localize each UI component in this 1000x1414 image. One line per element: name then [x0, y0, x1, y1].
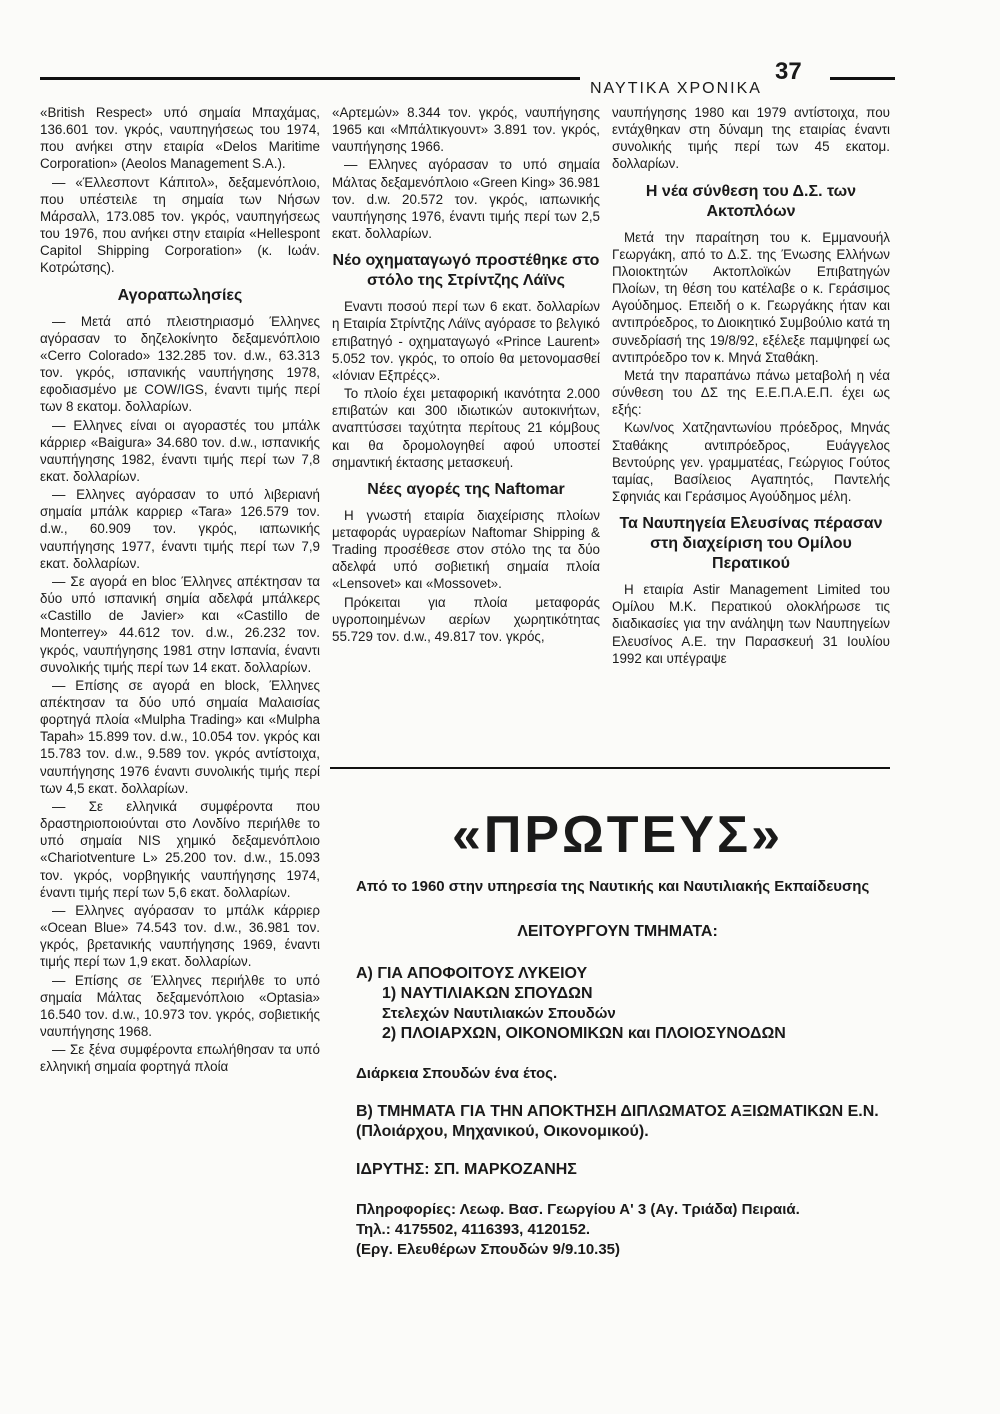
- advert-intro: Από το 1960 στην υπηρεσία της Ναυτικής και Ναυτιλιακής Εκπαίδευσης: [356, 878, 870, 895]
- paragraph: — Ελληνες είναι οι αγοραστές του μπάλκ κάρριερ «Baigura» 34.680 τον. d.w., ισπανικής ναυπήγησης 1982, έναντι τιμής περί των 7,8 εκατ. δολλαρίων.: [40, 417, 320, 484]
- page-number: 37: [775, 58, 802, 85]
- paragraph: Εναντι ποσού περί των 6 εκατ. δολλαρίων η Εταιρία Στρίντζης Λάϊνς αγόρασε το βελγικό επιβατηγό - οχηματαγωγό «Prince Laurent» 5.052 τον. γκρός, το οποίο θα μετονομασθεί «Ιόνιαν Εξπρέςς».: [332, 299, 600, 383]
- section-heading-sales: Αγοραπωλησίες: [117, 286, 243, 304]
- advert-license: (Εργ. Ελευθέρων Σπουδών 9/9.10.35): [356, 1241, 621, 1258]
- section-heading-naftomar: Νέες αγορές της Naftomar: [367, 480, 565, 498]
- column-2: [332, 104, 600, 646]
- section-heading-shipyards: Τα Ναυπηγεία Ελευσίνας πέρασαν στη διαχείριση του Ομίλου Περατικού: [619, 515, 883, 573]
- paragraph: — Ελληνες αγόρασαν το μπάλκ κάρριερ «Ocean Blue» 74.543 τον. d.w., 36.981 τον. γκρός, βρετανικής ναυπήγησης 1969, έναντι τιμής περί των 1,9 εκατ. δολλαρίων.: [40, 902, 320, 970]
- advert-departments-heading: ΛΕΙΤΟΥΡΓΟΥΝ ΤΜΗΜΑΤΑ:: [517, 923, 718, 940]
- header-rule-right: [830, 77, 895, 80]
- paragraph: — Ελληνες αγόρασαν το υπό λιβεριανή σημαία μπάλκ καρριερ «Tara» 126.579 τον. d.w., 60.909 τον. γκρός, ιαπωνικής ναυπήγησης 1977, έναντι τιμής περί των 7,9 εκατ. δολλαρίων.: [40, 487, 320, 571]
- paragraph: Η εταιρία Astir Management Limited του Ομίλου Μ.Κ. Περατικού ολοκλήρωσε τις διαδικασίες για την ανάληψη των Ναυπηγείων Ελευσίνος Α.Ε. την Παρασκευή 31 Ιουλίου 1992 και υπέγραψε: [612, 582, 890, 666]
- header-rule-left: [40, 77, 580, 80]
- advert-sub-1: 1) ΝΑΥΤΙΛΙΑΚΩΝ ΣΠΟΥΔΩΝ: [382, 985, 593, 1002]
- advert-section-a: Α) ΓΙΑ ΑΠΟΦΟΙΤΟΥΣ ΛΥΚΕΙΟΥ: [356, 965, 588, 982]
- paragraph: — Σε ελληνικά συμφέροντα που δραστηριοποιούνται στο Λονδίνο περιήλθε το υπό σημαία NIS χημικό δεξαμενόπλοιο «Chariotventure L» 25.200 τον. d.w., 15.093 τον. γκρός, νορβηγικής ναυπήγησης 1974, έναντι τιμής περί των 5,6 εκατ. δολλαρίων.: [40, 798, 320, 900]
- paragraph: — Επίσης σε αγορά en block, Έλληνες απέκτησαν τα δύο υπό σημαία Μαλαισίας φορτηγά πλοία «Mulpha Trading» και «Mulpha Tapah» 15.899 τον. d.w., 10.054 τον. γκρός και 15.783 τον. d.w., 9.589 τον. γκρός αντίστοιχα, ναυπήγησης 1976 έναντι συνολικής τιμής περί των 4,5 εκατ. δολλαρίων.: [40, 677, 320, 796]
- section-heading-strintzis: Νέο οχηματαγωγό προστέθηκε στο στόλο της Στρίντζης Λάϊνς: [332, 252, 600, 290]
- paragraph: — «Έλλεσποντ Κάπιτολ», δεξαμενόπλοιο, που υπέστειλε τη σημαία των Νήσων Μάρσαλλ, 173.085 τον. γκρός, ναυπηγήσεως του 1976, που ανήκει στην εταιρία «Hellespont Capitol Shipping Corporation» (κ. Ιωάν. Κοτρώτσης).: [40, 174, 320, 276]
- paragraph: «Αρτεμών» 8.344 τον. γκρός, ναυπήγησης 1965 και «Μπάλτικγουντ» 3.891 τον. γκρός, ναυπήγησης 1966.: [332, 105, 600, 155]
- paragraph: — Επίσης σε Έλληνες περιήλθε το υπό σημαία Μάλτας δεξαμενόπλοιο «Optasia» 16.540 τον. d.w., 10.973 τον. γκρός, σοβιετικής ναυπήγησης 1968.: [40, 972, 320, 1039]
- paragraph: — Μετά από πλειστηριασμό Έλληνες αγόρασαν το δηζελοκίνητο δεξαμενόπλοιο «Cerro Colorado» 132.285 τον. d.w., 63.313 τον. γκρός, ισπανικής ναυπήγησης 1978, εφοδιασμένο με COW/IGS, έναντι τιμής περί των 8 εκατομ. δολλαρίων.: [40, 313, 320, 415]
- advert-title: «ΠΡΩΤΕΥΣ»: [451, 806, 784, 864]
- paragraph: — Σε αγορά en bloc Έλληνες απέκτησαν τα δύο υπό ισπανική σημία αδελφά μπάλκερς «Castillo de Javier» και «Castillo de Monterrey» 44.612 τον. d.w., 26.232 τον. γκρός, ναυπήγησης 1981 στην Ισπανία, έναντι συνολικής τιμής περί των 14 εκατ. δολλαρίων.: [40, 573, 320, 675]
- section-heading-board: Η νέα σύνθεση του Δ.Σ. των Ακτοπλόων: [645, 182, 857, 220]
- paragraph: Η γνωστή εταιρία διαχείρισης πλοίων μεταφοράς υγραερίων Naftomar Shipping & Trading προσέθεσε στον στόλο της τα δύο αδελφά υπό σοβιετική σημαία πλοία «Lensovet» και «Mossovet».: [332, 507, 600, 592]
- paragraph: Πρόκειται για πλοία μεταφοράς υγροποιημένων αερίων χωρητικότητας 55.729 τον. d.w., 49.817 τον. γκρός,: [332, 594, 600, 644]
- advert-founder: ΙΔΡΥΤΗΣ: ΣΠ. ΜΑΡΚΟΖΑΝΗΣ: [356, 1161, 577, 1178]
- proteus-advertisement: [340, 805, 895, 1260]
- advert-sub-2: 2) ΠΛΟΙΑΡΧΩΝ, ΟΙΚΟΝΟΜΙΚΩΝ και ΠΛΟΙΟΣΥΝΟΔΩΝ: [382, 1025, 786, 1042]
- advert-top-rule: [330, 767, 890, 769]
- paragraph: — Σε ξένα συμφέροντα επωλήθησαν τα υπό ελληνική σημαία φορτηγά πλοία: [40, 1042, 320, 1075]
- advert-section-b: Β) ΤΜΗΜΑΤΑ ΓΙΑ ΤΗΝ ΑΠΟΚΤΗΣΗ ΔΙΠΛΩΜΑΤΟΣ ΑΞΙΩΜΑΤΙΚΩΝ Ε.Ν. (Πλοιάρχου, Μηχανικού, Οικονομικού).: [356, 1103, 879, 1140]
- column-1: [40, 104, 320, 1076]
- paragraph: Μετά την παραπάνω πάνω μεταβολή η νέα σύνθεση του ΔΣ της Ε.Ε.Π.Α.Ε.Π. έχει ως εξής:: [612, 367, 890, 418]
- advert-address: Πληροφορίες: Λεωφ. Βασ. Γεωργίου Α' 3 (Αγ. Τριάδα) Πειραιά.: [356, 1201, 800, 1218]
- column-3: [612, 104, 890, 668]
- advert-sub-1b: Στελεχών Ναυτιλιακών Σπουδών: [382, 1005, 616, 1022]
- advert-phone: Τηλ.: 4175502, 4116393, 4120152.: [356, 1221, 591, 1238]
- paragraph: Κων/νος Χατζηαντωνίου πρόεδρος, Μηνάς Σταθάκης αντιπρόεδρος, Ευάγγελος Βεντούρης γεν. γραμματέας, Γεώργιος Γούτος ταμίας, Βασίλειος Αγαπητός, Παντελής Σφηνιάς και Γεράσιμος Αγούδημος μέλη.: [612, 420, 890, 504]
- paragraph: Το πλοίο έχει μεταφορική ικανότητα 2.000 επιβατών και 300 ιδιωτικών αυτοκινήτων, αναπτύσσει ταχύτητα περίτους 21 κόμβους και θα δρομολογηθεί αφού υποστεί σημαντική έκτασης μετασκευή.: [332, 386, 600, 470]
- paragraph: Μετά την παραίτηση του κ. Εμμανουήλ Γεωργάκη, από το Δ.Σ. της Ένωσης Ελλήνων Πλοιοκτητών Ακτοπλοϊκών Επιβατηγών Πλοίων, τη θέση του κατέλαβε ο κ. Γεράσιμος Αγούδημος. Επειδή ο κ. Γεωργάκης ήταν και αντιπρόεδρος, το Διοικητικό Συμβούλιο κατά τη συνεδρίασή της 19/8/92, εξέλεξε παμψηφεί ως αντιπρόεδρο τον κ. Μηνά Σταθάκη.: [612, 229, 890, 365]
- paragraph: — Ελληνες αγόρασαν το υπό σημαία Μάλτας δεξαμενόπλοιο «Green King» 36.981 τον. d.w. 20.572 τον. γκρός, ιαπωνικής ναυπήγησης 1976, έναντι τιμής περί των 2,5 εκατ. δολλαρίων.: [332, 157, 600, 242]
- advert-duration: Διάρκεια Σπουδών ένα έτος.: [356, 1065, 558, 1082]
- publication-title: ΝΑΥΤΙΚΑ ΧΡΟΝΙΚΑ: [590, 80, 762, 97]
- paragraph: ναυπήγησης 1980 και 1979 αντίστοιχα, που εντάχθηκαν στη δύναμη της εταιρίας έναντι συνολικής τιμής περί των 45 εκατομ. δολλαρίων.: [612, 105, 890, 172]
- paragraph: «British Respect» υπό σημαία Μπαχάμας, 136.601 τον. γκρός, ναυπηγήσεως του 1974, που ανήκει στην εταιρία «Delos Maritime Corporation» (Aeolos Management S.A.).: [40, 105, 320, 172]
